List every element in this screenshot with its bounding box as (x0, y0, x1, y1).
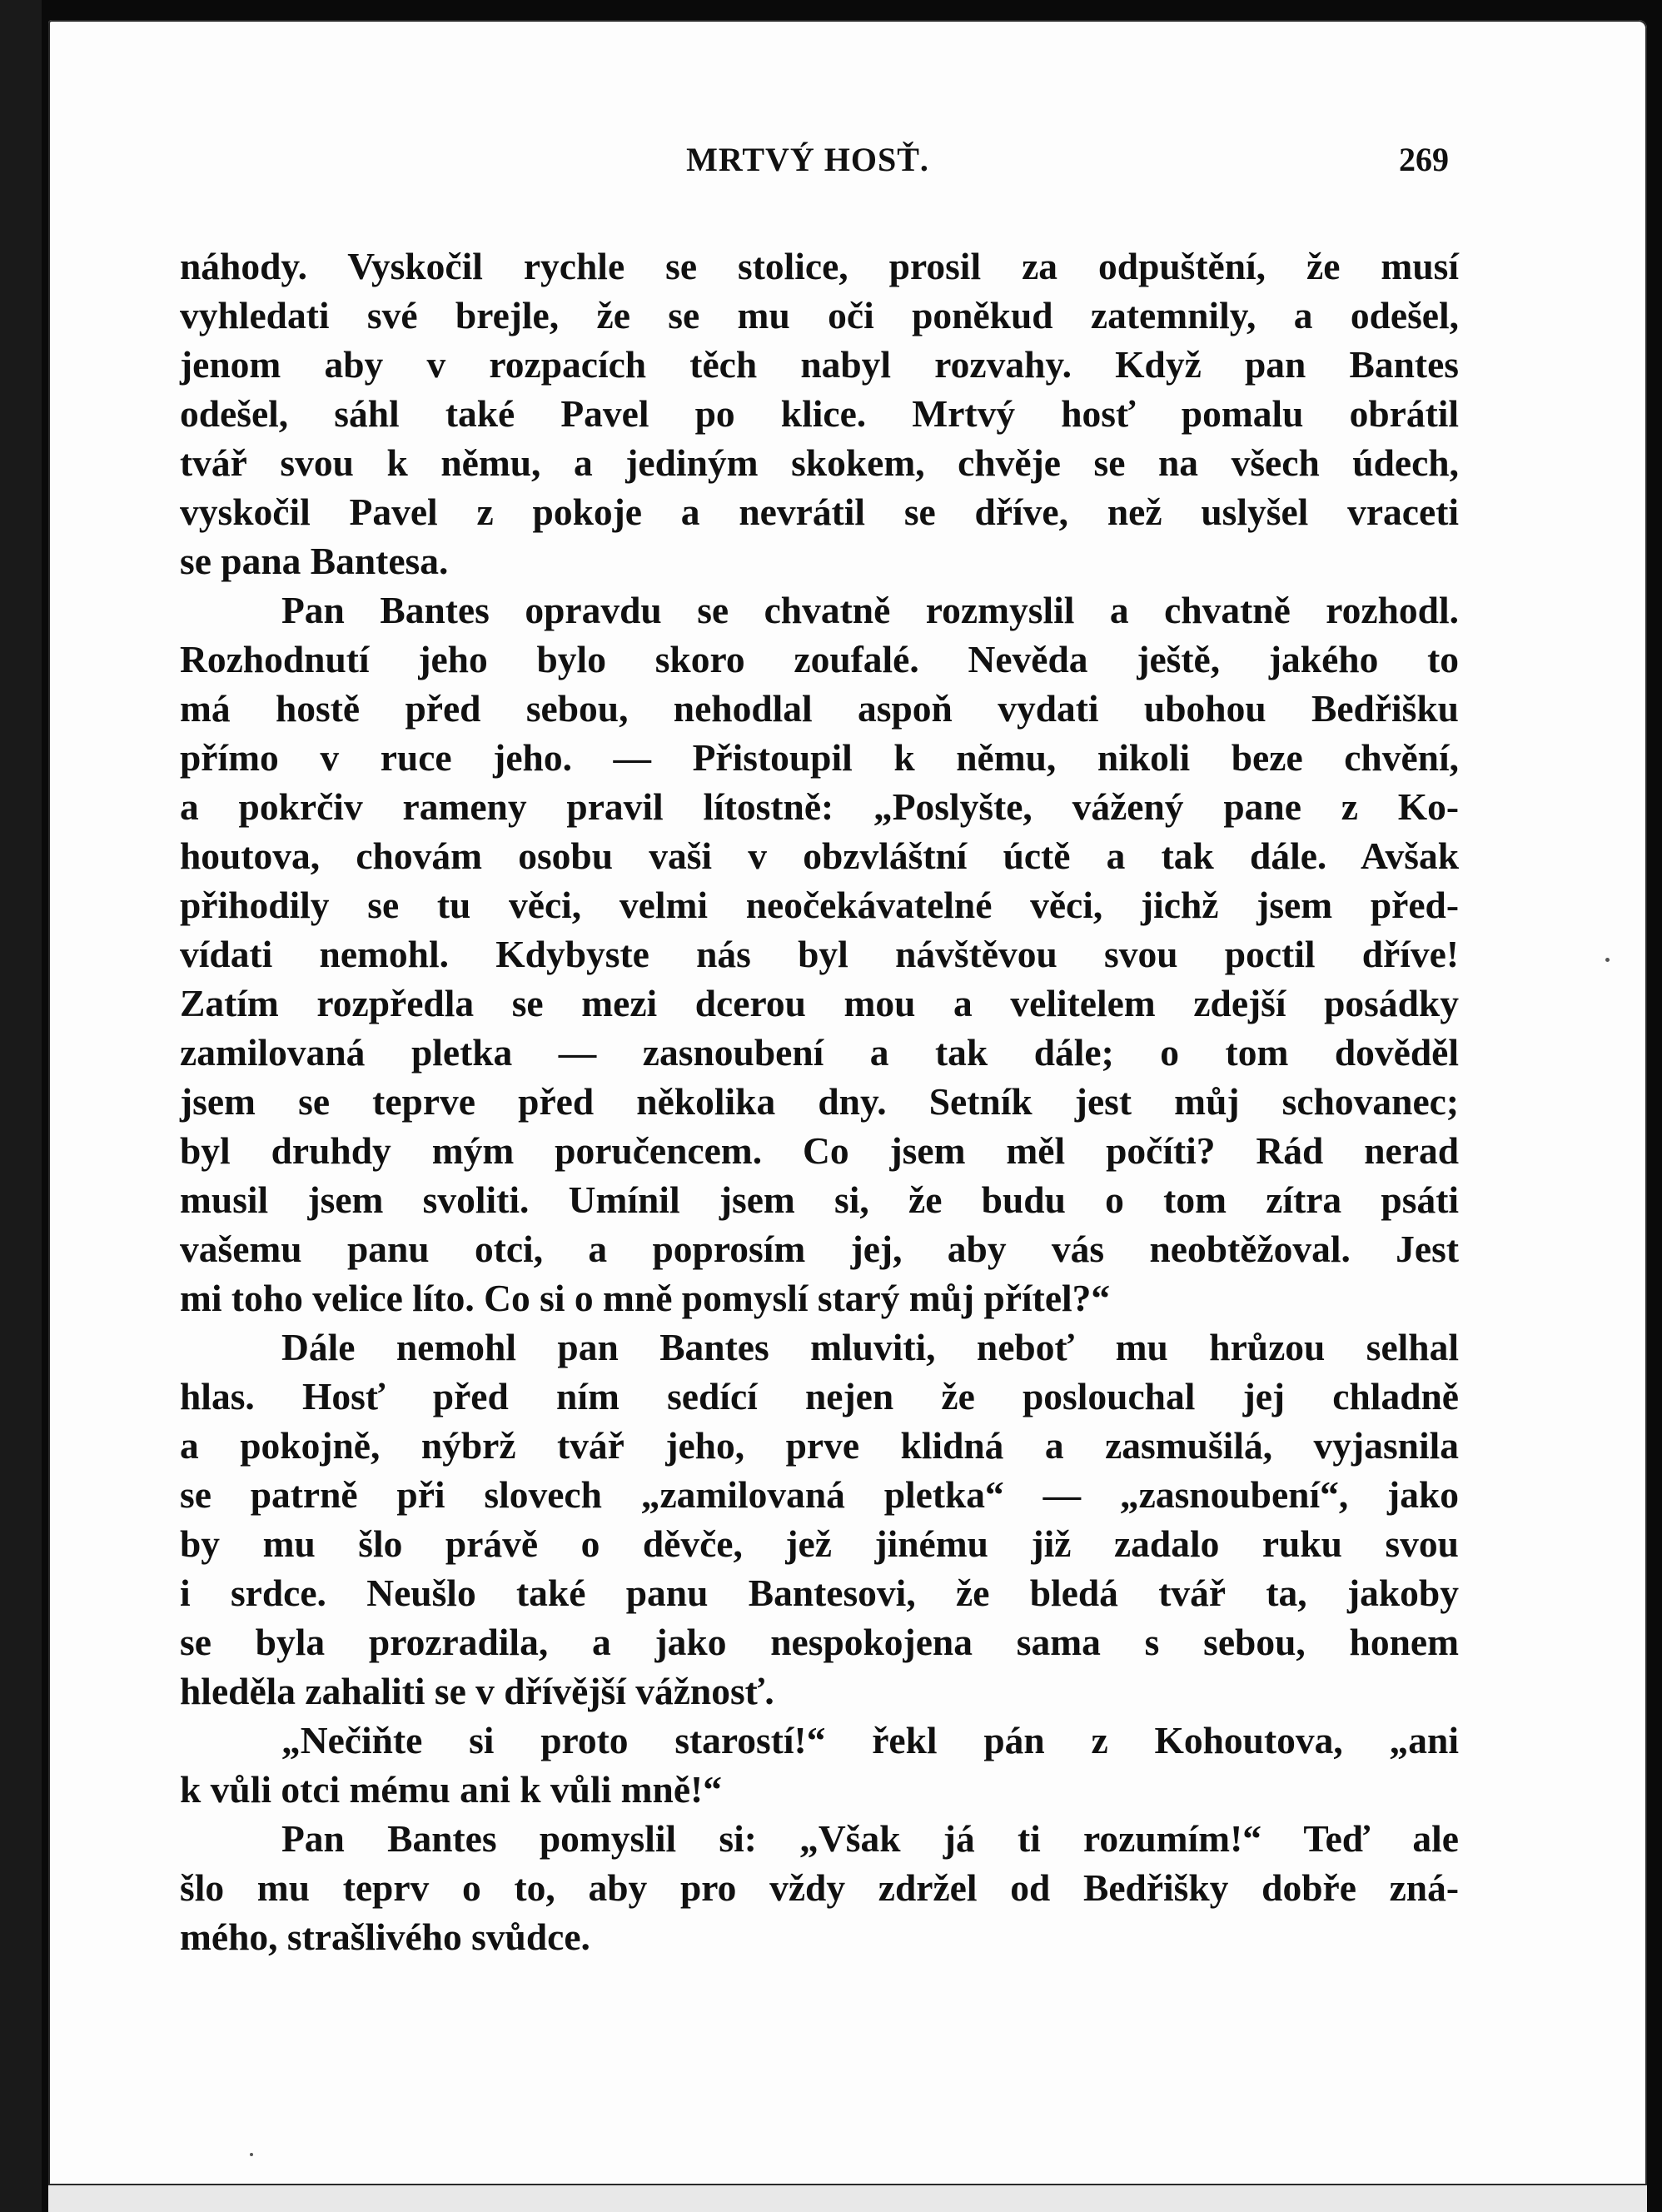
text-line: šlo mu teprv o to, aby pro vždy zdržel od Bedřišky dobře zná- (180, 1866, 1459, 1909)
text-line: musil jsem svoliti. Umínil jsem si, že budu o tom zítra psáti (180, 1178, 1459, 1221)
scan-left-edge (0, 0, 42, 2212)
text-line: jsem se teprve před několika dny. Setník jest můj schovanec; (180, 1080, 1459, 1123)
paragraph (180, 1716, 1459, 1814)
text-line: byl druhdy mým poručencem. Co jsem měl počíti? Rád nerad (180, 1129, 1459, 1172)
text-line: by mu šlo právě o děvče, jež jinému již zadalo ruku svou (180, 1522, 1459, 1565)
text-line: mi toho velice líto. Co si o mně pomyslí starý můj přítel?“ (180, 1277, 1111, 1319)
text-line: tvář svou k němu, a jediným skokem, chvěje se na všech údech, (180, 441, 1459, 484)
text-line: se patrně při slovech „zamilovaná pletka“ — „zasnoubení“, jako (180, 1473, 1459, 1516)
text-line: hleděla zahaliti se v dřívější vážnosť. (180, 1670, 774, 1712)
text-line: zamilovaná pletka — zasnoubení a tak dále; o tom dověděl (180, 1031, 1459, 1074)
text-line: se pana Bantesa. (180, 540, 449, 582)
paragraph (180, 1323, 1459, 1716)
page-number: 269 (1399, 141, 1449, 178)
paragraph (180, 585, 1459, 1323)
text-line: vyhledati své brejle, že se mu oči poněkud zatemnily, a odešel, (180, 294, 1459, 336)
text-line: se byla prozradila, a jako nespokojena sama s sebou, honem (180, 1621, 1459, 1663)
text-line: Pan Bantes pomyslil si: „Však já ti rozumím!“ Teď ale (281, 1817, 1459, 1860)
text-line: Dále nemohl pan Bantes mluviti, neboť mu hrůzou selhal (281, 1326, 1459, 1368)
text-line: náhody. Vyskočil rychle se stolice, prosil za odpuštění, že musí (180, 245, 1459, 287)
text-line: a pokrčiv rameny pravil lítostně: „Poslyšte, vážený pane z Ko- (180, 785, 1459, 828)
text-line: houtova, chovám osobu vaši v obzvláštní úctě a tak dále. Avšak (180, 834, 1459, 877)
text-line: vašemu panu otci, a poprosím jej, aby vás neobtěžoval. Jest (180, 1228, 1459, 1270)
scan-bottom-edge (48, 2185, 1647, 2212)
text-line: odešel, sáhl také Pavel po klice. Mrtvý hosť pomalu obrátil (180, 392, 1459, 435)
text-line: Pan Bantes opravdu se chvatně rozmyslil a chvatně rozhodl. (281, 589, 1459, 631)
text-line: vídati nemohl. Kdybyste nás byl návštěvou svou poctil dříve! (180, 933, 1459, 975)
text-line: k vůli otci mému ani k vůli mně!“ (180, 1768, 722, 1811)
text-line: jenom aby v rozpacích těch nabyl rozvahy. Když pan Bantes (180, 343, 1459, 386)
text-line: Zatím rozpředla se mezi dcerou mou a velitelem zdejší posádky (180, 982, 1459, 1024)
text-line: mého, strašlivého svůdce. (180, 1916, 590, 1958)
text-line: hlas. Hosť před ním sedící nejen že poslouchal jej chladně (180, 1375, 1459, 1417)
text-line: vyskočil Pavel z pokoje a nevrátil se dříve, než uslyšel vraceti (180, 491, 1459, 533)
text-line: Rozhodnutí jeho bylo skoro zoufalé. Nevěda ještě, jakého to (180, 638, 1459, 680)
running-title: MRTVÝ HOSŤ. (686, 141, 929, 178)
text-line: přímo v ruce jeho. — Přistoupil k němu, nikoli beze chvění, (180, 736, 1459, 779)
scan-speck (250, 2153, 253, 2156)
paragraph (180, 242, 1459, 585)
text-line: i srdce. Neušlo také panu Bantesovi, že bledá tvář ta, jakoby (180, 1572, 1459, 1614)
text-line: a pokojně, nýbrž tvář jeho, prve klidná a zasmušilá, vyjasnila (180, 1424, 1459, 1467)
paragraph (180, 1814, 1459, 1961)
running-header (167, 140, 1449, 190)
body-text (180, 242, 1459, 1961)
text-line: má hostě před sebou, nehodlal aspoň vydati ubohou Bedřišku (180, 687, 1459, 730)
text-line: „Nečiňte si proto starostí!“ řekl pán z Kohoutova, „ani (281, 1719, 1459, 1761)
text-line: přihodily se tu věci, velmi neočekávatelné věci, jichž jsem před- (180, 884, 1459, 926)
scan-speck (1605, 958, 1610, 962)
